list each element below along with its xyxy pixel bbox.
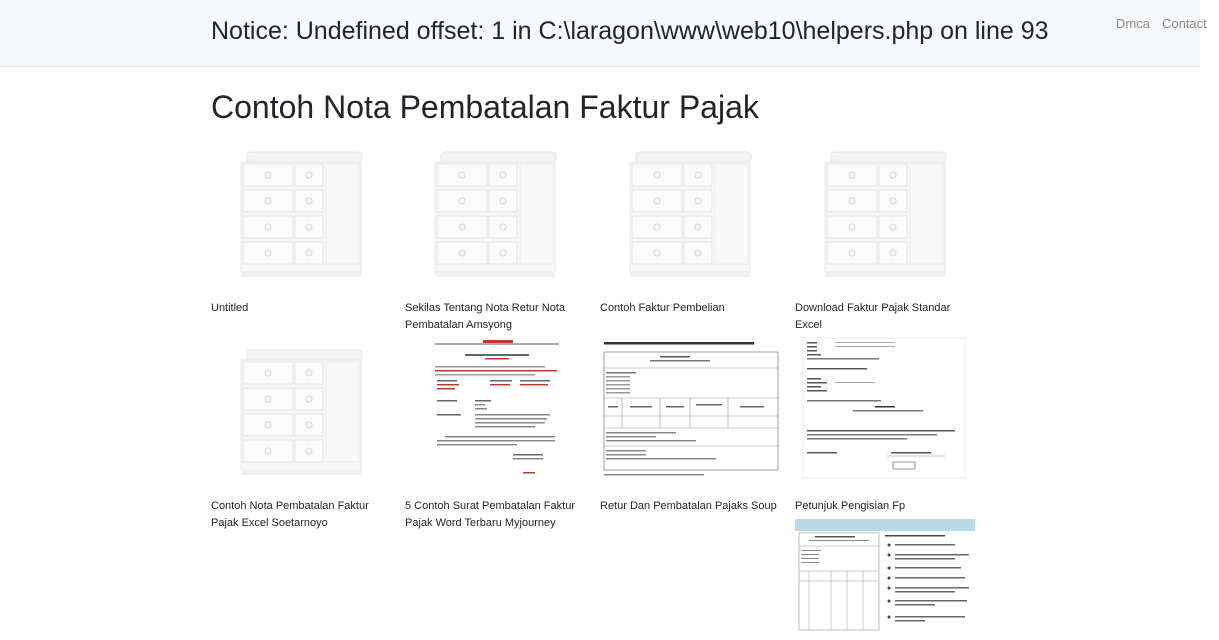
- gallery-item-caption[interactable]: Sekilas Tentang Nota Retur Nota Pembatalan Amsyong: [405, 302, 565, 331]
- gallery-item[interactable]: [405, 338, 585, 532]
- gallery-item[interactable]: [600, 150, 780, 317]
- gallery-item[interactable]: [211, 348, 391, 532]
- dresser-placeholder-icon[interactable]: [405, 150, 585, 290]
- dresser-placeholder-icon[interactable]: [211, 150, 391, 290]
- gallery-item-caption[interactable]: Petunjuk Pengisian Fp: [795, 500, 906, 512]
- nav-link-contact[interactable]: Contact: [1161, 16, 1207, 31]
- nav-links: [1116, 15, 1219, 33]
- navbar: [0, 0, 1207, 67]
- form-instructions-thumbnail[interactable]: [795, 338, 975, 488]
- dresser-placeholder-icon[interactable]: [600, 150, 780, 290]
- gallery-item-caption[interactable]: 5 Contoh Surat Pembatalan Faktur Pajak Word Terbaru Myjourney: [405, 500, 575, 529]
- gallery-item-caption[interactable]: Contoh Nota Pembatalan Faktur Pajak Excel Soetarnoyo: [211, 500, 369, 529]
- page-title: Contoh Nota Pembatalan Faktur Pajak: [211, 89, 759, 125]
- nota-retur-form-thumbnail[interactable]: [600, 338, 780, 488]
- gallery-item[interactable]: [211, 150, 391, 317]
- nota-retur-explanation-thumbnail[interactable]: [795, 519, 975, 630]
- gallery-item[interactable]: [795, 150, 975, 334]
- letter-document-thumbnail[interactable]: [405, 338, 585, 488]
- dresser-placeholder-icon[interactable]: [211, 348, 391, 488]
- gallery-item[interactable]: [405, 150, 585, 334]
- gallery-item-caption[interactable]: Untitled: [211, 302, 249, 314]
- gallery-item-caption[interactable]: Contoh Faktur Pembelian: [600, 302, 725, 314]
- gallery-item[interactable]: [600, 338, 780, 515]
- dresser-placeholder-icon[interactable]: [795, 150, 975, 290]
- nav-link-dmca[interactable]: Dmca: [1116, 16, 1150, 31]
- gallery-item[interactable]: [795, 519, 975, 640]
- gallery-item-caption[interactable]: Download Faktur Pajak Standar Excel: [795, 302, 951, 331]
- gallery-item[interactable]: [795, 338, 975, 515]
- php-notice-text: Notice: Undefined offset: 1 in C:\laragon\www\web10\helpers.php on line 93: [211, 17, 1049, 45]
- gallery-item-caption[interactable]: Retur Dan Pembatalan Pajaks Soup: [600, 500, 777, 512]
